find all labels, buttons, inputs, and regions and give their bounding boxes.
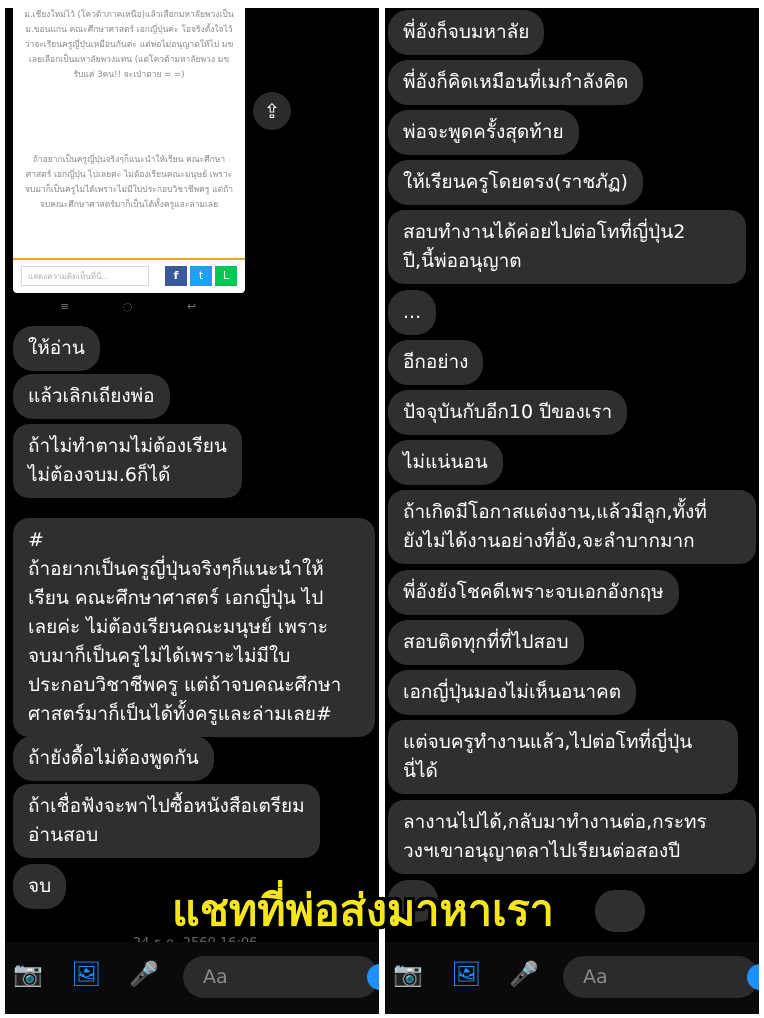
facebook-share-icon: f <box>165 266 187 286</box>
comment-input: แสดงความคิดเห็นที่นี่... <box>21 266 149 286</box>
message-bubble-partial[interactable] <box>595 890 645 932</box>
message-bubble[interactable]: สอบติดทุกที่ที่ไปสอบ <box>388 620 584 665</box>
divider <box>13 258 245 260</box>
message-input[interactable]: Aa <box>183 956 379 998</box>
camera-icon[interactable]: 📷 <box>13 960 43 988</box>
message-bubble[interactable]: ... <box>388 290 436 335</box>
left-chat-panel <box>5 8 379 1014</box>
line-share-icon: L <box>215 266 237 286</box>
message-bubble[interactable]: พี่อังยังโชคดีเพราะจบเอกอังกฤษ <box>388 570 679 615</box>
home-icon: ◌ <box>123 300 133 313</box>
screenshot-nav-bar <box>5 300 265 316</box>
message-bubble[interactable]: ลางานไปได้,กลับมาทำงานต่อ,กระทร วงฯเขาอนุญาตลาไปเรียนต่อสองปี <box>388 800 756 874</box>
message-bubble[interactable]: สอบทำงานได้ค่อยไปต่อโทที่ญี่ปุ่น2 ปี,นี้พ่ออนุญาต <box>388 210 746 284</box>
message-bubble[interactable]: พี่อังก็คิดเหมือนที่เมกำลังคิด <box>388 60 643 105</box>
message-composer <box>5 942 379 1014</box>
mic-icon[interactable]: 🎤 <box>509 960 539 988</box>
message-bubble[interactable]: ให้เรียนครูโดยตรง(ราชภัฏ) <box>388 160 643 205</box>
message-input[interactable]: Aa <box>563 956 759 998</box>
screenshot-text-top: ม.เชียงใหม่ไว้ (โควต้าภาคเหนือ)แล้วเลือกมหาลัยพวงเป็น ม.ขอนแก่น คณะศึกษาศาสตร์ เอกญี่ปุ่นค่ะ โอจริงตั้งใจไว้ว่าจะเรียนครูญี่ปุ่นเหมือนกันค่ะ แต่พ่อไม่อนุญาตให้ไป มข เลยเลือกเป็นมหาลัยพวงแทน (แต่โควต้ามหาลัยพวง มข รับแค่ 3คน!! จะเป่าตาย = =) <box>24 10 237 80</box>
overlay-caption: แชทที่พ่อส่งมาหาเรา <box>172 886 554 936</box>
camera-icon[interactable]: 📷 <box>393 960 423 988</box>
message-bubble[interactable]: แต่จบครูทำงานแล้ว,ไปต่อโทที่ญี่ปุ่น นี่ได้ <box>388 720 738 794</box>
message-bubble[interactable]: ถ้าเกิดมีโอกาสแต่งงาน,แล้วมีลูก,ทั้งที่ ยังไม่ได้งานอย่างที่อัง,จะลำบากมาก <box>388 490 756 564</box>
message-bubble[interactable]: ถ้าไม่ทำตามไม่ต้องเรียน ไม่ต้องจบม.6ก็ได้ <box>13 424 242 498</box>
message-bubble[interactable]: ถ้ายังดื้อไม่ต้องพูดกัน <box>13 736 214 781</box>
shared-screenshot-image[interactable] <box>13 8 245 293</box>
message-bubble[interactable]: อีกอย่าง <box>388 340 483 385</box>
twitter-share-icon: t <box>190 266 212 286</box>
message-bubble[interactable]: ไม่แน่นอน <box>388 440 503 485</box>
message-bubble[interactable]: แล้วเลิกเถียงพ่อ <box>13 374 170 419</box>
back-icon: ↩ <box>187 300 197 313</box>
message-bubble[interactable]: ถ้าเชื่อฟังจะพาไปซื้อหนังสือเตรียม อ่านสอบ <box>13 784 320 858</box>
menu-icon: ≡ <box>60 300 70 313</box>
message-bubble[interactable]: พี่อังก็จบมหาลัย <box>388 10 544 55</box>
mic-icon[interactable]: 🎤 <box>129 960 159 988</box>
message-bubble[interactable]: # ถ้าอยากเป็นครูญี่ปุ่นจริงๆก็แนะนำให้ เรียน คณะศึกษาศาสตร์ เอกญี่ปุ่น ไป เลยค่ะ ไม่ต้องเรียนคณะมนุษย์ เพราะ จบมาก็เป็นครูไม่ได้เพราะไม่มีใบ ประกอบวิชาชีพครู แต่ถ้าจบคณะศึกษา ศาสตร์มาก็เป็นได้ทั้งครูและล่ามเลย# <box>13 518 375 737</box>
share-icon[interactable]: ⇪ <box>253 92 291 130</box>
message-bubble[interactable]: เอกญี่ปุ่นมองไม่เห็นอนาคต <box>388 670 636 715</box>
message-composer <box>385 942 759 1014</box>
gallery-icon[interactable]: 🖼 <box>71 960 102 988</box>
message-bubble[interactable]: จบ <box>13 864 66 909</box>
screenshot-text-body: ถ้าอยากเป็นครูญี่ปุ่นจริงๆก็แนะนำให้เรียน คณะศึกษาศาสตร์ เอกญี่ปุ่น ไปเลยค่ะ ไม่ต้องเรียนคณะมนุษย์ เพราะจบมาก็เป็นครูไม่ได้เพราะไม่มีใบประกอบวิชาชีพครู แต่ถ้าจบคณะศึกษาศาสตร์มาก็เป็นได้ทั้งครูและล่ามเลย <box>24 155 234 210</box>
gallery-icon[interactable]: 🖼 <box>451 960 482 988</box>
message-bubble[interactable]: พ่อจะพูดครั้งสุดท้าย <box>388 110 579 155</box>
message-bubble[interactable]: ให้อ่าน <box>13 326 100 371</box>
right-chat-panel <box>385 8 759 1014</box>
message-bubble[interactable]: ปัจจุบันกับอีก10 ปีของเรา <box>388 390 627 435</box>
